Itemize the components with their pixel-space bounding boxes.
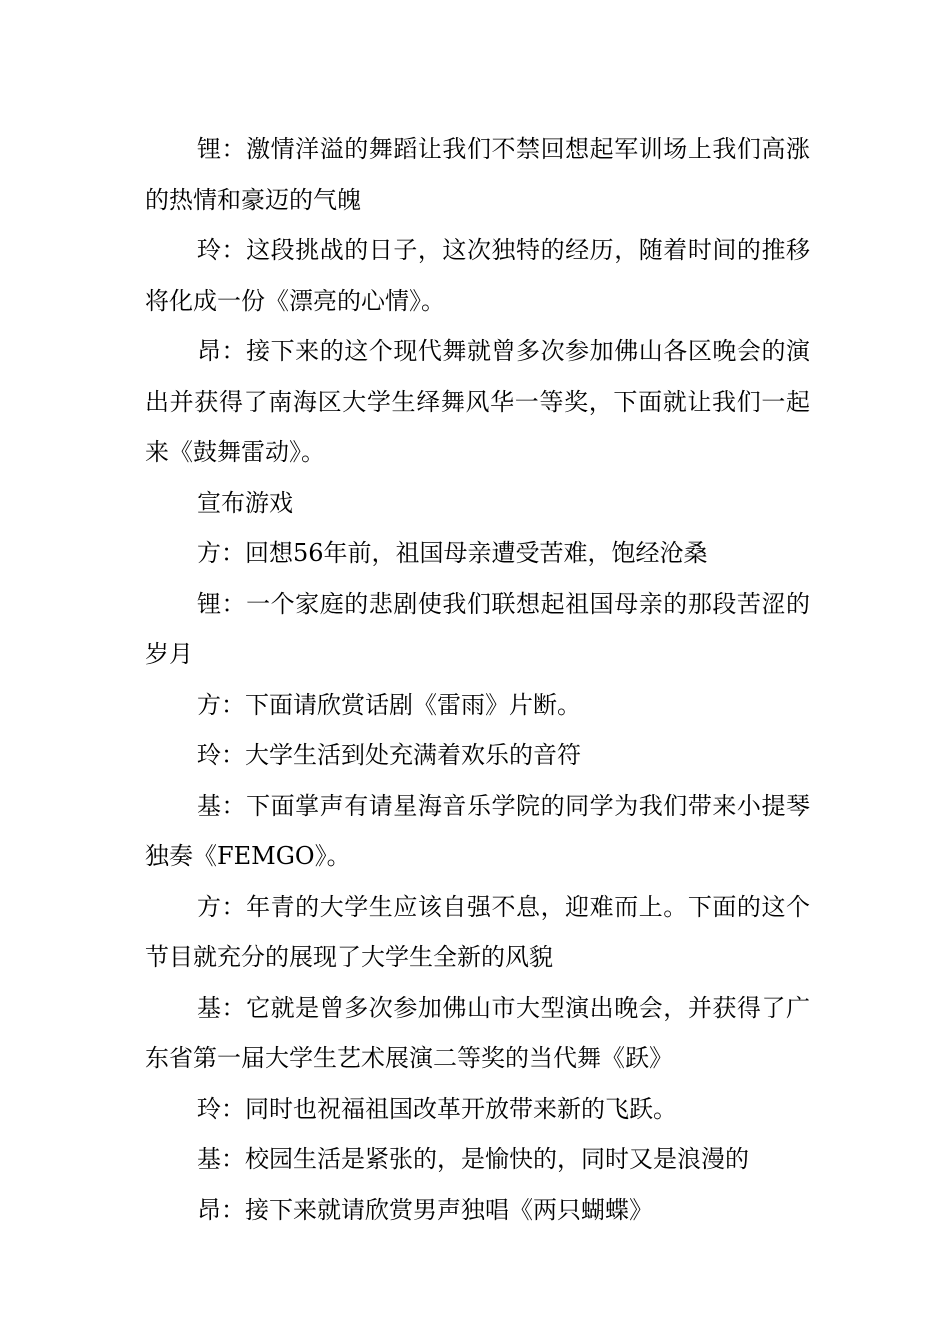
- paragraph: 锂：激情洋溢的舞蹈让我们不禁回想起军训场上我们高涨的热情和豪迈的气魄: [145, 135, 810, 214]
- paragraph: 锂：一个家庭的悲剧使我们联想起祖国母亲的那段苦涩的岁月: [145, 589, 810, 668]
- paragraph: 基：下面掌声有请星海音乐学院的同学为我们带来小提琴独奏《FEMGO》。: [145, 791, 810, 870]
- paragraph: 方：年青的大学生应该自强不息，迎难而上。下面的这个节目就充分的展现了大学生全新的风貌: [145, 892, 810, 971]
- paragraph: 方：下面请欣赏话剧《雷雨》片断。: [197, 690, 581, 719]
- paragraph: 昂：接下来就请欣赏男声独唱《两只蝴蝶》: [197, 1195, 653, 1224]
- paragraph: 玲：这段挑战的日子，这次独特的经历，随着时间的推移将化成一份《漂亮的心情》。: [145, 236, 810, 315]
- paragraph: 玲：同时也祝福祖国改革开放带来新的飞跃。: [197, 1094, 677, 1123]
- paragraph: 宣布游戏: [197, 488, 293, 517]
- paragraph: 玲：大学生活到处充满着欢乐的音符: [197, 741, 581, 769]
- paragraph: 方：回想56年前，祖国母亲遭受苦难，饱经沧桑: [197, 539, 708, 567]
- paragraph: 基：校园生活是紧张的，是愉快的，同时又是浪漫的: [197, 1145, 749, 1173]
- document-page: [145, 124, 810, 1235]
- paragraph: 基：它就是曾多次参加佛山市大型演出晚会，并获得了广东省第一届大学生艺术展演二等奖的当代舞《跃》: [145, 993, 810, 1072]
- paragraph: 昂：接下来的这个现代舞就曾多次参加佛山各区晚会的演出并获得了南海区大学生绎舞风华一等奖，下面就让我们一起来《鼓舞雷动》。: [145, 337, 810, 466]
